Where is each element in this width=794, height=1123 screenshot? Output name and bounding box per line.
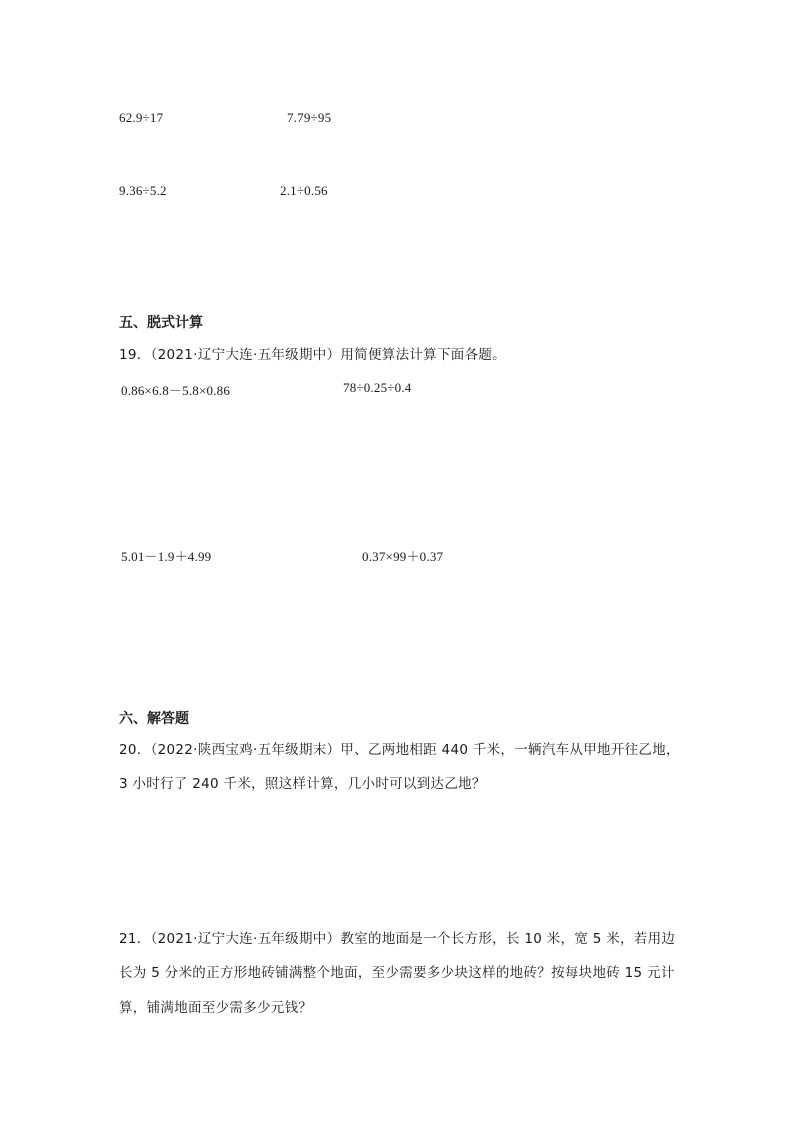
q19-problem-4: 0.37×99＋0.37 [362, 549, 444, 564]
q19-problem-3: 5.01－1.9＋4.99 [121, 549, 212, 564]
q19-problem-2: 78÷0.25÷0.4 [343, 380, 412, 395]
question-21-line-2: 长为 5 分米的正方形地砖铺满整个地面，至少需要多少块这样的地砖？按每块地砖 15 元计 [119, 965, 675, 981]
division-problem-3: 9.36÷5.2 [119, 183, 167, 198]
section-heading-6: 六、解答题 [119, 711, 189, 727]
division-problem-4: 2.1÷0.56 [280, 183, 328, 198]
section-heading-5: 五、脱式计算 [119, 315, 203, 331]
question-19-text: 19．（2021·辽宁大连·五年级期中）用简便算法计算下面各题。 [119, 347, 506, 363]
question-21-line-3: 算，铺满地面至少需多少元钱？ [119, 1000, 313, 1016]
q19-problem-1: 0.86×6.8－5.8×0.86 [121, 383, 231, 398]
question-20-line-1: 20．（2022·陕西宝鸡·五年级期末）甲、乙两地相距 440 千米，一辆汽车从甲地开往乙地， [119, 742, 680, 758]
question-21-line-1: 21．（2021·辽宁大连·五年级期中）教室的地面是一个长方形，长 10 米，宽 5 米，若用边 [119, 931, 676, 947]
question-20-line-2: 3 小时行了 240 千米，照这样计算，几小时可以到达乙地？ [119, 776, 486, 792]
division-problem-2: 7.79÷95 [287, 110, 332, 125]
division-problem-1: 62.9÷17 [119, 110, 164, 125]
